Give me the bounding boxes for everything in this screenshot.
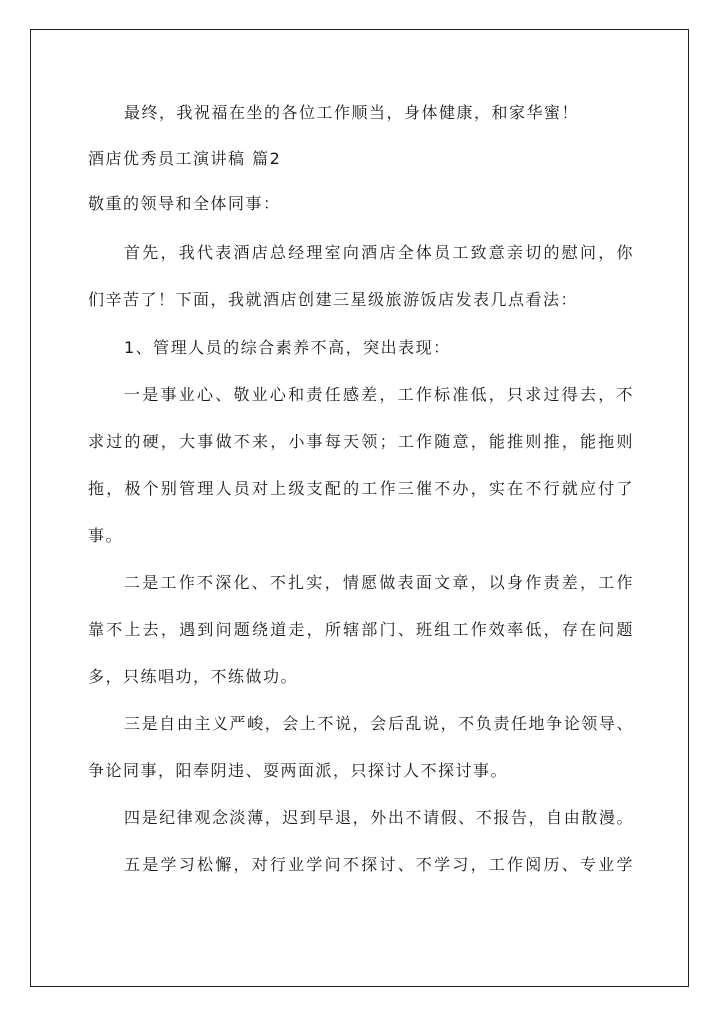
body-line: 多，只练唱功，不练做功。 [88,667,299,686]
body-line: 首先，我代表酒店总经理室向酒店全体员工致意亲切的慰问，你 [124,243,634,262]
salutation: 敬重的领导和全体同事： [88,194,281,213]
body-line: 四是纪律观念淡薄，迟到早退，外出不请假、不报告，自由散漫。 [124,808,634,827]
closing-paragraph: 最终，我祝福在坐的各位工作顺当，身体健康，和家华蜜！ [124,103,580,122]
list-heading: 1、管理人员的综合素养不高，突出表现： [124,338,451,357]
body-line: 事。 [88,526,124,545]
page-border [30,29,689,987]
body-line: 三是自由主义严峻，会上不说，会后乱说，不负责任地争论领导、 [124,714,634,733]
section-heading: 酒店优秀员工演讲稿 篇2 [88,149,282,168]
body-line: 争论同事，阳奉阴违、耍两面派，只探讨人不探讨事。 [88,761,509,780]
body-line: 求过的硬，大事做不来，小事每天领；工作随意，能推则推，能拖则 [88,432,634,451]
body-line: 靠不上去，遇到问题绕道走，所辖部门、班组工作效率低，存在问题 [88,620,634,639]
body-line: 拖，极个别管理人员对上级支配的工作三催不办，实在不行就应付了 [88,479,634,498]
body-line: 二是工作不深化、不扎实，情愿做表面文章，以身作责差，工作 [124,573,634,592]
body-line: 五是学习松懈，对行业学问不探讨、不学习，工作阅历、专业学 [124,855,634,874]
body-line: 们辛苦了！下面，我就酒店创建三星级旅游饭店发表几点看法： [88,290,579,309]
body-line: 一是事业心、敬业心和责任感差，工作标准低，只求过得去，不 [124,385,634,404]
